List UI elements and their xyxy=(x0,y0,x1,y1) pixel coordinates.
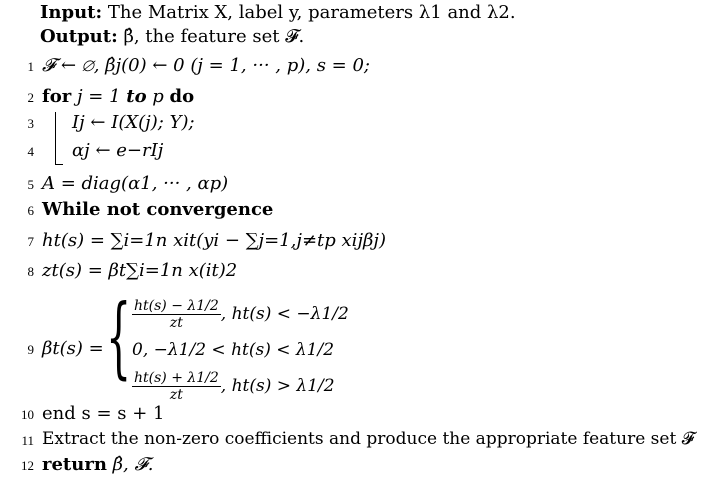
line-number: 8 xyxy=(27,264,34,279)
input-text: The Matrix X, label y, parameters λ1 and λ2. xyxy=(107,2,516,23)
line-number: 10 xyxy=(21,407,34,422)
algo-line-1 xyxy=(0,55,714,85)
line-number: 12 xyxy=(21,458,34,473)
keyword-while: While not convergence xyxy=(42,199,274,220)
line-text: for j = 1 to p do xyxy=(42,86,195,107)
line-text: end s = s + 1 xyxy=(42,403,165,424)
input-label: Input: xyxy=(40,2,103,23)
line-lhs: βt(s) = xyxy=(42,338,104,359)
keyword-return: return xyxy=(42,454,107,475)
line-number: 2 xyxy=(27,90,34,105)
line-text: 𝓕 ← ∅, β̂j(0) ← 0 (j = 1, ··· , p), s = 0; xyxy=(42,55,370,76)
algo-line-4 xyxy=(0,140,714,170)
fraction: $\frac{ht(s) + \lambda 1/2}{zt}$ xyxy=(134,370,219,403)
case-2: 0, −λ1/2 < ht(s) < λ1/2 xyxy=(132,340,335,360)
line-text: zt(s) = βt∑i=1n x(it)2 xyxy=(42,260,238,281)
line-text: ht(s) = ∑i=1n xit(yi − ∑j=1,j≠tp xijβj) xyxy=(42,230,387,251)
line-number: 7 xyxy=(27,234,34,249)
line-text: Ij ← I(X(j); Y); xyxy=(72,112,195,133)
line-number: 6 xyxy=(27,203,34,218)
output-line xyxy=(40,26,304,47)
line-number: 5 xyxy=(27,177,34,192)
line-text: return β̂, 𝓕. xyxy=(42,454,154,475)
case-1: $\frac{ht(s) - \lambda 1/2}{zt}$ , ht(s) < −λ1/2 xyxy=(134,298,349,331)
input-line xyxy=(40,2,516,23)
line-number: 11 xyxy=(21,433,34,448)
line-text: αj ← e−rIj xyxy=(72,140,164,161)
keyword-for: for xyxy=(42,86,72,107)
keyword-do: do xyxy=(169,86,195,107)
line-text: Extract the non-zero coefficients and produce the appropriate feature set 𝓕 xyxy=(42,429,695,449)
output-text: β̂, the feature set 𝓕. xyxy=(123,26,305,47)
line-number: 9 xyxy=(27,342,34,357)
line-number: 3 xyxy=(27,116,34,131)
keyword-to: to xyxy=(126,86,147,107)
left-brace: { xyxy=(106,285,132,388)
line-number: 1 xyxy=(27,59,34,74)
line-text: A = diag(α1, ··· , αp) xyxy=(42,173,229,194)
output-label: Output: xyxy=(40,26,118,47)
fraction: $\frac{ht(s) - \lambda 1/2}{zt}$ xyxy=(134,298,219,331)
case-3: $\frac{ht(s) + \lambda 1/2}{zt}$ , ht(s) > λ1/2 xyxy=(134,370,335,403)
algo-line-7 xyxy=(0,230,714,260)
algo-line-6 xyxy=(0,199,714,229)
line-number: 4 xyxy=(27,144,34,159)
algo-line-3 xyxy=(0,112,714,142)
